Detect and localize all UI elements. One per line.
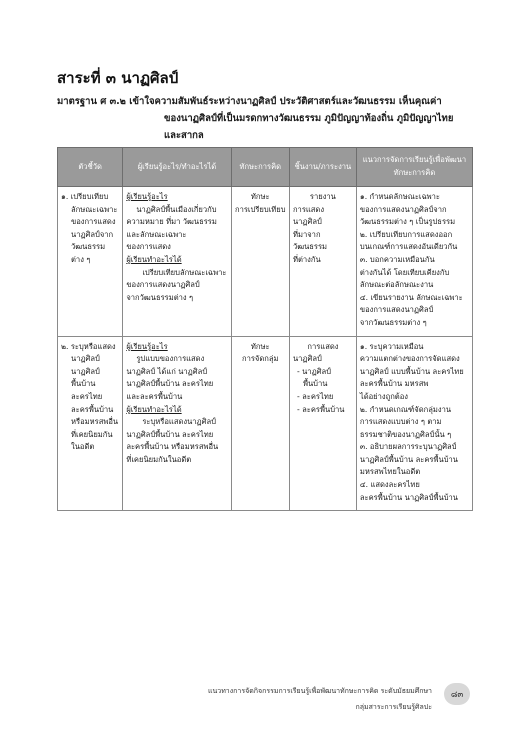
cell-learning: ผู้เรียนรู้อะไร นาฏศิลป์พื้นเมืองเกี่ยวกับ ความหมาย ที่มา วัฒนธรรม และลักษณะเฉพาะ ของการแสดง ผู้เรียนทำอะไรได้ เปรียบเทียบลักษณะเฉพาะ ของการแสดงนาฏศิลป์ จากวัฒนธรรมต่าง ๆ bbox=[123, 187, 231, 337]
list-item: - นาฏศิลป์ bbox=[296, 366, 331, 376]
list-item: - ละครไทย bbox=[296, 391, 334, 401]
header-thinking-skill: ทักษะการคิด bbox=[231, 148, 289, 187]
page-number: ๘๓ bbox=[444, 683, 470, 705]
header-activities: แนวการจัดการเรียนรู้เพื่อพัฒนาทักษะการคิด bbox=[356, 148, 472, 187]
standard-statement bbox=[57, 93, 477, 144]
cell-indicator: ๒. ระบุหรือแสดง นาฏศิลป์ นาฏศิลป์ พื้นบ้าน ละครไทย ละครพื้นบ้าน หรือมหรสพอื่น ที่เคยนิยมกัน ในอดีต bbox=[58, 336, 123, 511]
cell-activities: ๑. กำหนดลักษณะเฉพาะ ของการแสดงนาฏศิลป์จาก วัฒนธรรมต่าง ๆ เป็นรูปธรรม ๒. เปรียบเทียบการแสดงออก บนเกณฑ์การแสดงอันเดียวกัน ๓. บอกความเหมือนกัน ต่างกันได้ โดยเทียบเคียงกับ ลักษณะต่อลักษณะงาน ๔. เขียนรายงาน ลักษณะเฉพาะ ของการแสดงนาฏศิลป์ จากวัฒนธรรมต่าง ๆ bbox=[356, 187, 472, 337]
learning-table bbox=[57, 147, 473, 511]
cell-thinking-skill: ทักษะ การจัดกลุ่ม bbox=[231, 336, 289, 511]
page-title: สาระที่ ๓ นาฏศิลป์ bbox=[57, 69, 179, 87]
know-label: ผู้เรียนรู้อะไร bbox=[126, 341, 168, 351]
standard-line-1: เข้าใจความสัมพันธ์ระหว่างนาฏศิลป์ ประวัติศาสตร์และวัฒนธรรม เห็นคุณค่า bbox=[129, 96, 442, 107]
do-label: ผู้เรียนทำอะไรได้ bbox=[126, 254, 182, 264]
header-indicator: ตัวชี้วัด bbox=[58, 148, 123, 187]
cell-thinking-skill: ทักษะ การเปรียบเทียบ bbox=[231, 187, 289, 337]
cell-learning: ผู้เรียนรู้อะไร รูปแบบของการแสดง นาฏศิลป์ ได้แก่ นาฏศิลป์ นาฏศิลป์พื้นบ้าน ละครไทย และละครพื้นบ้าน ผู้เรียนทำอะไรได้ ระบุหรือแสดงนาฏศิลป์ นาฏศิลป์พื้นบ้าน ละครไทย ละครพื้นบ้าน หรือมหรสพอื่น ที่เคยนิยมกันในอดีต bbox=[123, 336, 231, 511]
list-item: - ละครพื้นบ้าน bbox=[296, 404, 345, 414]
standard-line-2: ของนาฏศิลป์ที่เป็นมรดกทางวัฒนธรรม ภูมิปัญญาท้องถิ่น ภูมิปัญญาไทย bbox=[164, 113, 454, 124]
table-row bbox=[58, 336, 473, 511]
standard-line-3: และสากล bbox=[164, 130, 204, 141]
footer-line-2: กลุ่มสาระการเรียนรู้ศิลปะ bbox=[355, 703, 432, 711]
table-header-row bbox=[58, 148, 473, 187]
footer-line-1: แนวทางการจัดกิจกรรมการเรียนรู้เพื่อพัฒนาทักษะการคิด ระดับมัธยมศึกษา bbox=[207, 687, 432, 695]
header-learning: ผู้เรียนรู้อะไร/ทำอะไรได้ bbox=[123, 148, 231, 187]
do-label: ผู้เรียนทำอะไรได้ bbox=[126, 404, 182, 414]
cell-indicator: ๑. เปรียบเทียบ ลักษณะเฉพาะ ของการแสดง นาฏศิลป์จาก วัฒนธรรม ต่าง ๆ bbox=[58, 187, 123, 337]
cell-workpiece: การแสดง นาฏศิลป์ - นาฏศิลป์ พื้นบ้าน - ละครไทย - ละครพื้นบ้าน bbox=[289, 336, 356, 511]
cell-activities: ๑. ระบุความเหมือน ความแตกต่างของการจัดแสดง นาฏศิลป์ แบบพื้นบ้าน ละครไทย ละครพื้นบ้าน มหรสพ ได้อย่างถูกต้อง ๒. กำหนดเกณฑ์จัดกลุ่มงาน การแสดงแบบต่าง ๆ ตาม ธรรมชาติของนาฏศิลป์นั้น ๆ ๓. อธิบายผลการระบุนาฏศิลป์ นาฏศิลป์พื้นบ้าน ละครพื้นบ้าน มหรสพไทยในอดีต ๔. แสดงละครไทย ละครพื้นบ้าน นาฏศิลป์พื้นบ้าน bbox=[356, 336, 472, 511]
know-label: ผู้เรียนรู้อะไร bbox=[126, 192, 168, 201]
header-workpiece: ชิ้นงาน/ภาระงาน bbox=[289, 148, 356, 187]
table-row bbox=[58, 187, 473, 337]
footer bbox=[208, 683, 432, 715]
cell-workpiece: รายงาน การแสดงนาฏศิลป์ ที่มาจากวัฒนธรรม ที่ต่างกัน bbox=[289, 187, 356, 337]
standard-code: มาตรฐาน ศ ๓.๒ bbox=[57, 96, 126, 107]
